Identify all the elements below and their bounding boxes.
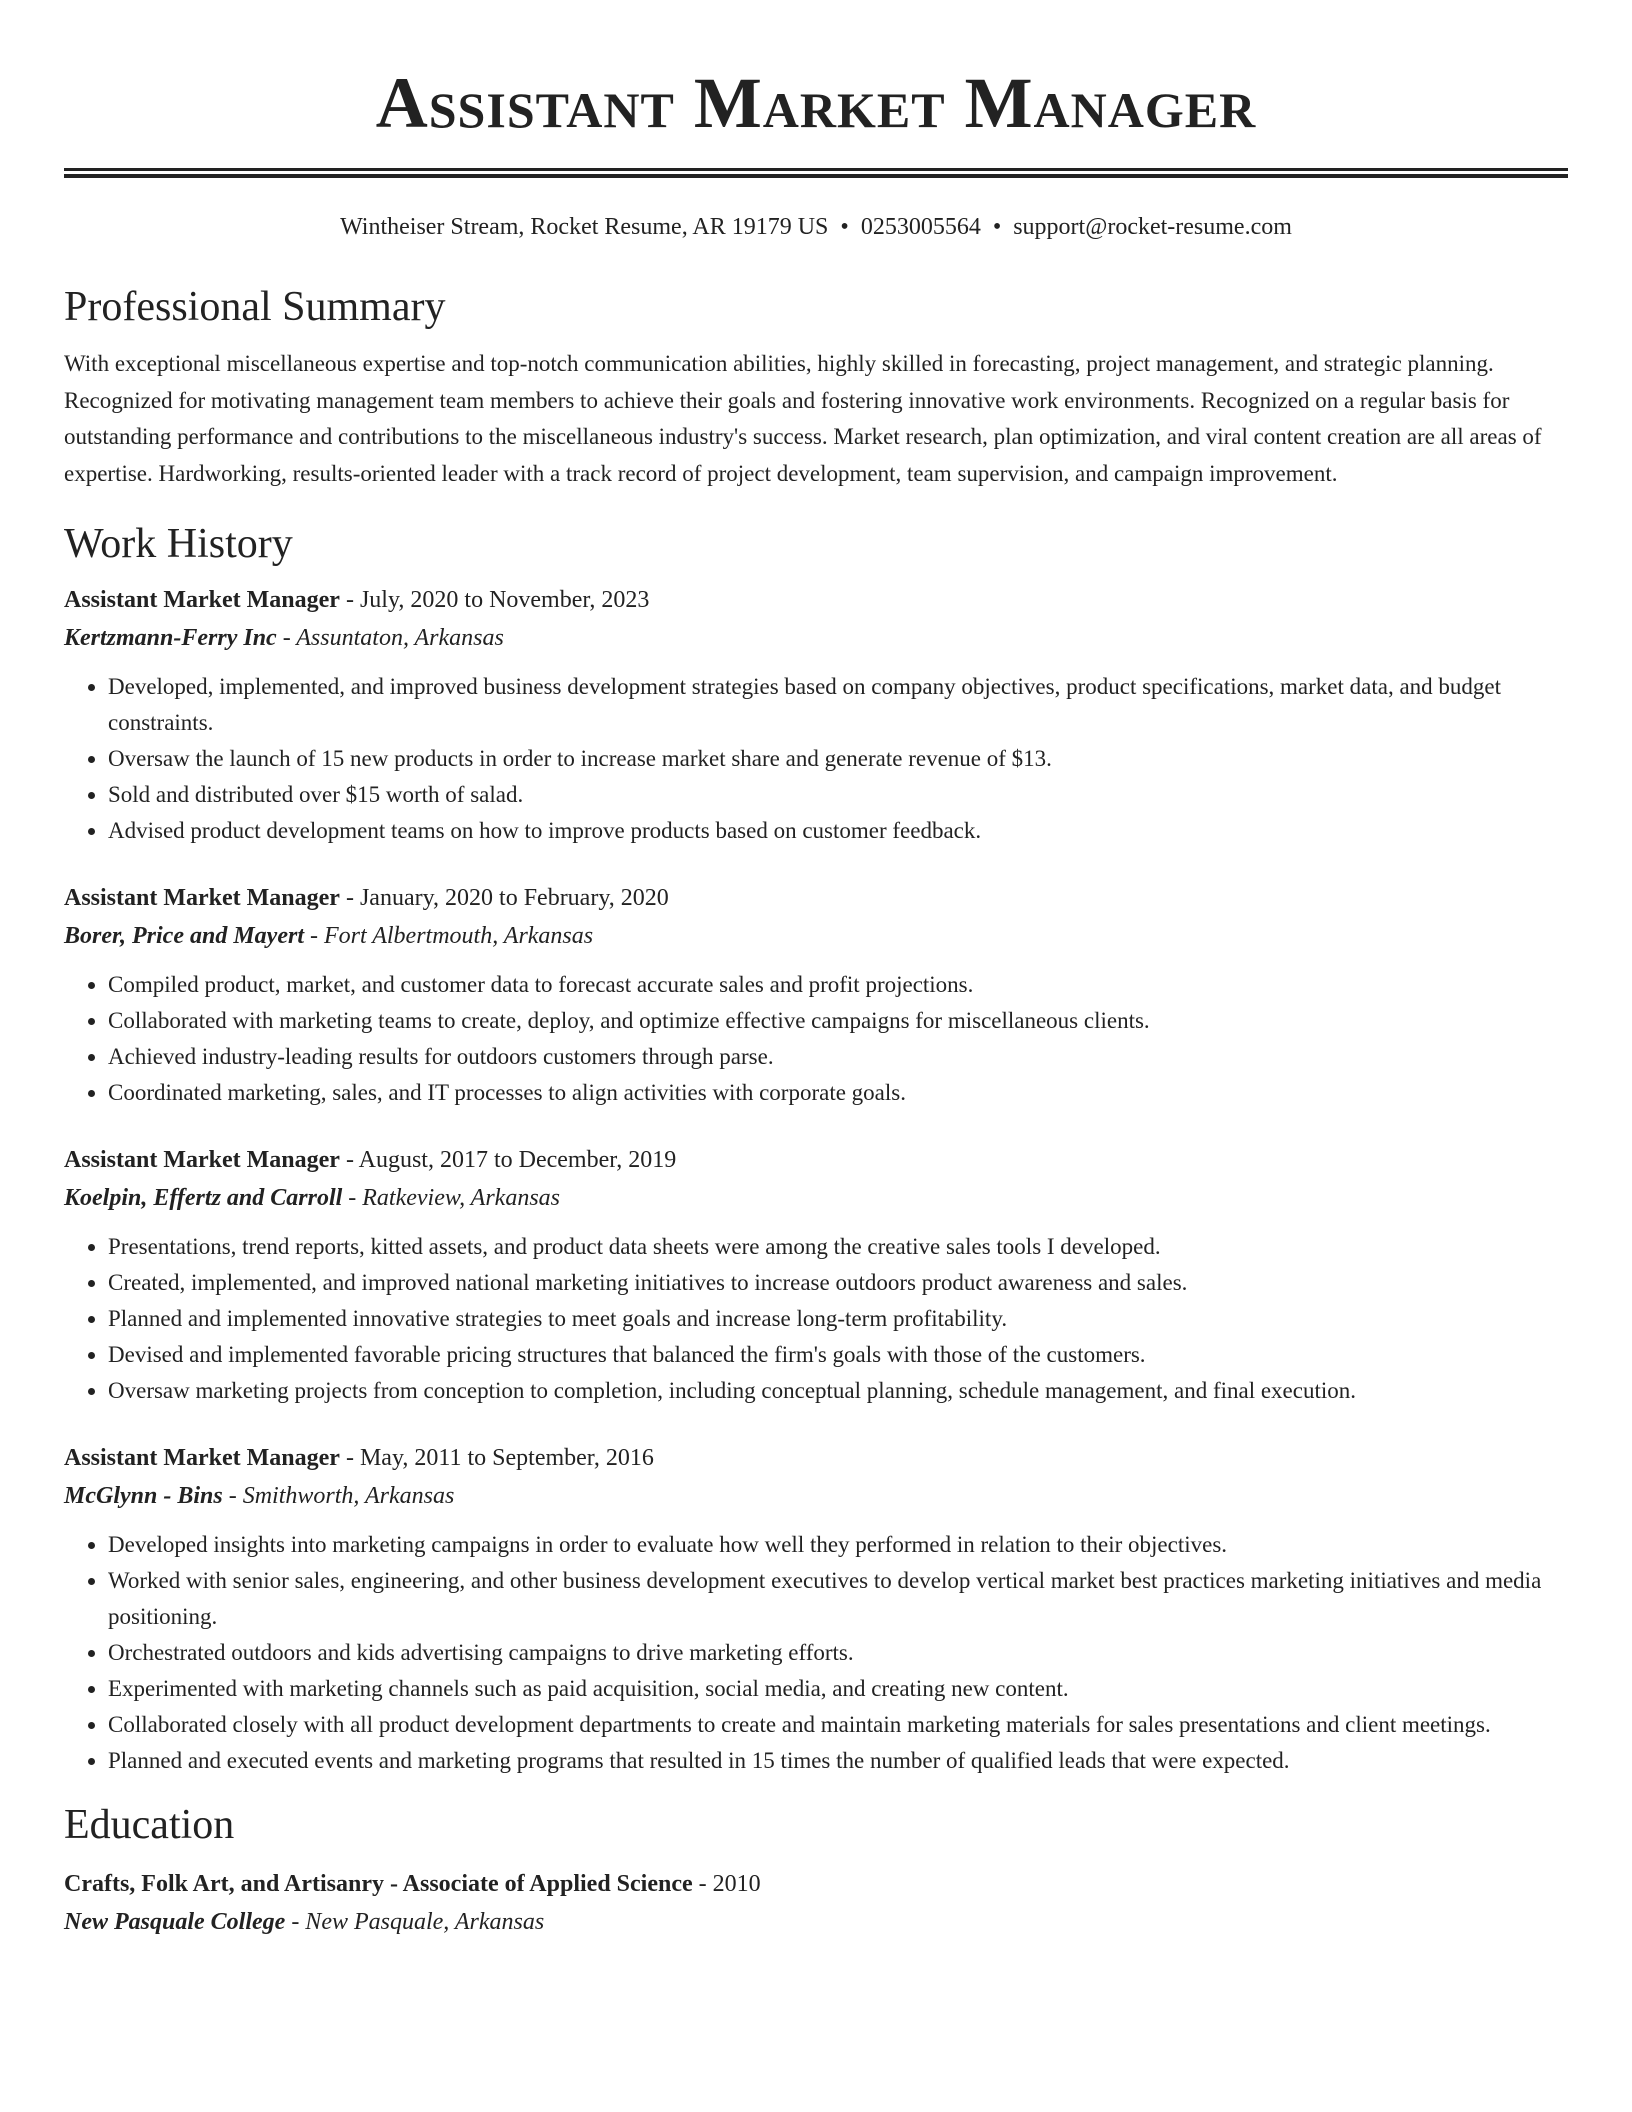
job-company-line <box>64 1477 1568 1515</box>
job-bullet: • Developed insights into marketing campaigns in order to evaluate how well they performed in relation to their objectives. <box>108 1527 1568 1563</box>
job-entry <box>64 1439 1568 1779</box>
work-history-heading: Work History <box>64 521 293 567</box>
job-entry <box>64 879 1568 1111</box>
job-bullets <box>64 967 1568 1111</box>
job-bullet: • Oversaw marketing projects from conception to completion, including conceptual planning, schedule management, and final execution. <box>108 1373 1568 1409</box>
title-divider <box>64 168 1568 178</box>
job-bullet: • Oversaw the launch of 15 new products in order to increase market share and generate revenue of $13. <box>108 741 1568 777</box>
job-bullets <box>64 1229 1568 1409</box>
job-company: Kertzmann-Ferry Inc <box>64 625 277 651</box>
job-bullet: • Devised and implemented favorable pricing structures that balanced the firm's goals with those of the customers. <box>108 1337 1568 1373</box>
job-bullet: • Collaborated closely with all product development departments to create and maintain marketing materials for sales presentations and client meetings. <box>108 1707 1568 1743</box>
job-location: - Smithworth, Arkansas <box>222 1483 455 1509</box>
summary-text: With exceptional miscellaneous expertise and top-notch communication abilities, highly skilled in forecasting, project management, and strategic planning. Recognized for motivating management team members to achieve their goals and fostering innovative work environments. Recognized on a regular basis for outstanding performance and contributions to the miscellaneous industry's success. Market research, plan optimization, and viral content creation are all areas of expertise. Hardworking, results-oriented leader with a track record of project development, team supervision, and campaign improvement. <box>64 351 1542 486</box>
job-title: Assistant Market Manager <box>64 1147 340 1173</box>
job-company: McGlynn - Bins <box>64 1483 223 1509</box>
job-bullet: • Experimented with marketing channels such as paid acquisition, social media, and creating new content. <box>108 1671 1568 1707</box>
job-title-line <box>64 879 1568 917</box>
job-bullets <box>64 669 1568 849</box>
education-location: - New Pasquale, Arkansas <box>285 1909 545 1935</box>
job-company-line <box>64 917 1568 955</box>
job-title-line <box>64 1141 1568 1179</box>
job-bullet: • Developed, implemented, and improved business development strategies based on company objectives, product specifications, market data, and budget constraints. <box>108 669 1568 741</box>
job-company: Koelpin, Effertz and Carroll <box>64 1185 343 1211</box>
job-location: - Fort Albertmouth, Arkansas <box>304 923 594 949</box>
education-heading: Education <box>64 1802 235 1848</box>
education-year: - 2010 <box>692 1871 761 1897</box>
job-bullet: • Coordinated marketing, sales, and IT processes to align activities with corporate goals. <box>108 1075 1568 1111</box>
job-title-line <box>64 581 1568 619</box>
education-entry <box>64 1865 1568 1941</box>
contact-phone: 0253005564 <box>860 214 981 240</box>
contact-address: Wintheiser Stream, Rocket Resume, AR 19179 US <box>340 214 829 240</box>
resume-title: Assistant Market Manager <box>375 63 1257 143</box>
job-bullet: • Collaborated with marketing teams to create, deploy, and optimize effective campaigns for miscellaneous clients. <box>108 1003 1568 1039</box>
contact-email: support@rocket-resume.com <box>1013 214 1292 240</box>
education-school-line <box>64 1903 1568 1941</box>
job-company-line <box>64 1179 1568 1217</box>
job-dates: - January, 2020 to February, 2020 <box>339 885 669 911</box>
job-entry <box>64 1141 1568 1409</box>
contact-separator: • <box>840 214 849 240</box>
job-bullet: • Planned and executed events and marketing programs that resulted in 15 times the number of qualified leads that were expected. <box>108 1743 1568 1779</box>
job-title: Assistant Market Manager <box>64 1445 340 1471</box>
contact-separator: • <box>992 214 1002 240</box>
job-company: Borer, Price and Mayert <box>64 923 304 949</box>
job-bullet: • Compiled product, market, and customer data to forecast accurate sales and profit projections. <box>108 967 1568 1003</box>
job-bullet: • Worked with senior sales, engineering, and other business development executives to develop vertical market best practices marketing initiatives and media positioning. <box>108 1563 1568 1635</box>
job-title: Assistant Market Manager <box>64 587 340 613</box>
job-bullet: • Advised product development teams on how to improve products based on customer feedback. <box>108 813 1568 849</box>
summary-heading: Professional Summary <box>64 284 446 330</box>
job-bullet: • Planned and implemented innovative strategies to meet goals and increase long-term profitability. <box>108 1301 1568 1337</box>
education-school: New Pasquale College <box>64 1909 286 1935</box>
job-dates: - May, 2011 to September, 2016 <box>339 1445 654 1471</box>
education-degree: Crafts, Folk Art, and Artisanry - Associate of Applied Science <box>64 1871 693 1897</box>
job-bullet: • Achieved industry-leading results for outdoors customers through parse. <box>108 1039 1568 1075</box>
job-title-line <box>64 1439 1568 1477</box>
job-bullet: • Presentations, trend reports, kitted assets, and product data sheets were among the creative sales tools I developed. <box>108 1229 1568 1265</box>
job-dates: - July, 2020 to November, 2023 <box>339 587 650 613</box>
job-bullet: • Created, implemented, and improved national marketing initiatives to increase outdoors product awareness and sales. <box>108 1265 1568 1301</box>
contact-line <box>64 211 1568 243</box>
job-company-line <box>64 619 1568 657</box>
job-title: Assistant Market Manager <box>64 885 340 911</box>
job-bullet: • Sold and distributed over $15 worth of salad. <box>108 777 1568 813</box>
job-location: - Ratkeview, Arkansas <box>342 1185 561 1211</box>
job-location: - Assuntaton, Arkansas <box>276 625 504 651</box>
job-bullet: • Orchestrated outdoors and kids advertising campaigns to drive marketing efforts. <box>108 1635 1568 1671</box>
job-dates: - August, 2017 to December, 2019 <box>339 1147 677 1173</box>
job-bullets <box>64 1527 1568 1779</box>
job-entry <box>64 581 1568 849</box>
education-degree-line <box>64 1865 1568 1903</box>
